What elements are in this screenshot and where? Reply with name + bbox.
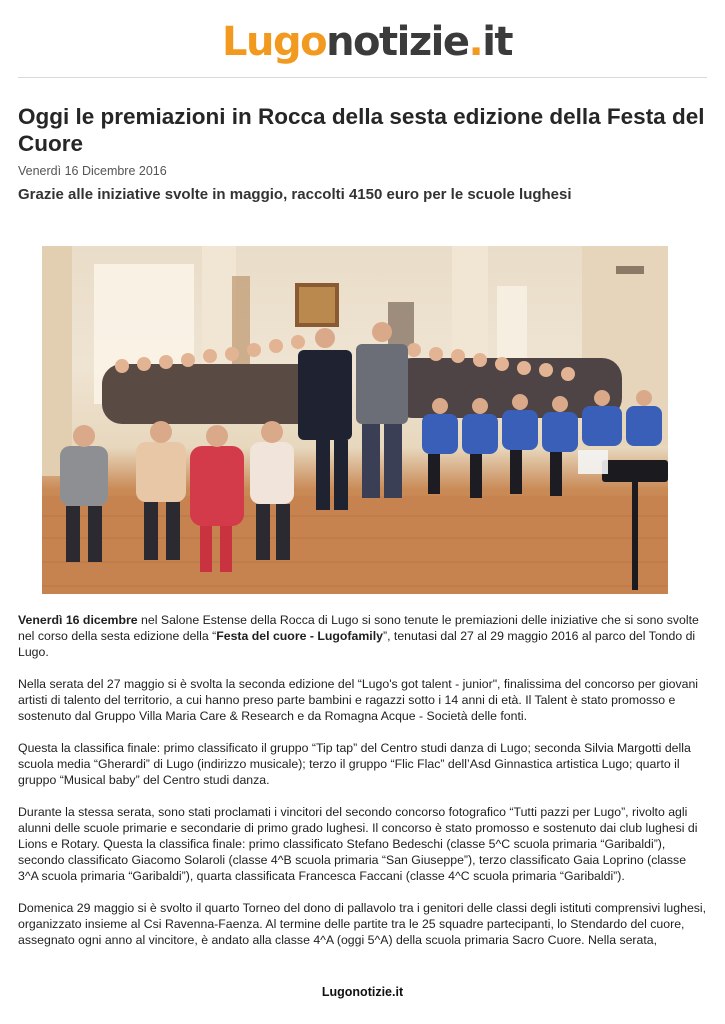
paragraph-1-date: Venerdì 16 dicembre: [18, 613, 138, 627]
paragraph-1-text-b: ”, tenutasi dal 27 al 29 maggio 2016 al parco del Tondo di Lugo.: [18, 629, 696, 659]
paragraph-4: Durante la stessa serata, sono stati proclamati i vincitori del secondo concorso fotografico “Tutti pazzi per Lugo”, rivolto agli alunni delle scuole primarie e secondarie di primo grado lughesi. Il concorso è stato promosso e sostenuto dai club lughesi di Lions e Rotary. Questa la classifica finale: primo classificato Stefano Bedeschi (classe 5^C scuola primaria “Garibaldi”), secondo classificato Giacomo Solaroli (classe 4^B scuola primaria “San Giuseppe”), terzo classificato Gaia Loprino (classe 3^A scuola primaria “Garibaldi”), quarta classificata Francesca Faccani (classe 4^C scuola primaria “Garibaldi”).: [18, 805, 698, 883]
article-subtitle: Grazie alle iniziative svolte in maggio, raccolti 4150 euro per le scuole lughesi: [18, 186, 572, 203]
article-body: [18, 612, 708, 964]
group-photo-illustration: [42, 246, 668, 594]
paragraph-2: Nella serata del 27 maggio si è svolta la seconda edizione del “Lugo's got talent - junior", finalissima del concorso per giovani artisti di talento del territorio, a cui hanno preso parte bambini e ragazzi sotto i 14 anni di età. Il Talent è stato promosso e sostenuto dal Gruppo Villa Maria Care & Research e da Romagna Acque - Società delle fonti.: [18, 677, 699, 723]
footer-site-name: Lugonotizie.it: [321, 985, 404, 999]
logo-notizie: notizie: [326, 19, 469, 65]
paragraph-1-event: Festa del cuore - Lugofamily: [216, 629, 383, 643]
logo-tld: it: [482, 19, 513, 65]
article-date: Venerdì 16 Dicembre 2016: [18, 164, 167, 178]
article-title: Oggi le premiazioni in Rocca della sesta edizione della Festa del Cuore: [18, 104, 705, 156]
masthead: [0, 16, 725, 76]
paragraph-5: Domenica 29 maggio si è svolto il quarto Torneo del dono di pallavolo tra i genitori delle classi degli istituti comprensivi lughesi, organizzato insieme al Csi Ravenna-Faenza. Al termine delle partite tra le 25 squadre partecipanti, lo Stendardo del cuore, assegnato ogni anno al vincitore, è andato alla classe 4^A (oggi 5^A) della scuola primaria Sacro Cuore. Nella serata,: [18, 901, 707, 947]
paragraph-1: [18, 612, 708, 660]
logo-dot: .: [468, 19, 483, 65]
article-photo: [42, 246, 668, 594]
paragraph-1-text-a: nel Salone Estense della Rocca di Lugo si sono tenute le premiazioni delle iniziative che si sono svolte nel corso della sesta edizione della “: [18, 613, 699, 643]
header-divider: [18, 77, 707, 78]
logo-lugo: Lugo: [222, 19, 327, 65]
site-logo[interactable]: [222, 16, 512, 68]
paragraph-3: Questa la classifica finale: primo classificato il gruppo “Tip tap” del Centro studi danza di Lugo; seconda Silvia Margotti della scuola media “Gherardi” di Lugo (indirizzo musicale); terzo il gruppo “Flic Flac” dell’Asd Ginnastica artistica Lugo; quarto il gruppo “Musical baby” del Centro studi danza.: [18, 741, 691, 787]
